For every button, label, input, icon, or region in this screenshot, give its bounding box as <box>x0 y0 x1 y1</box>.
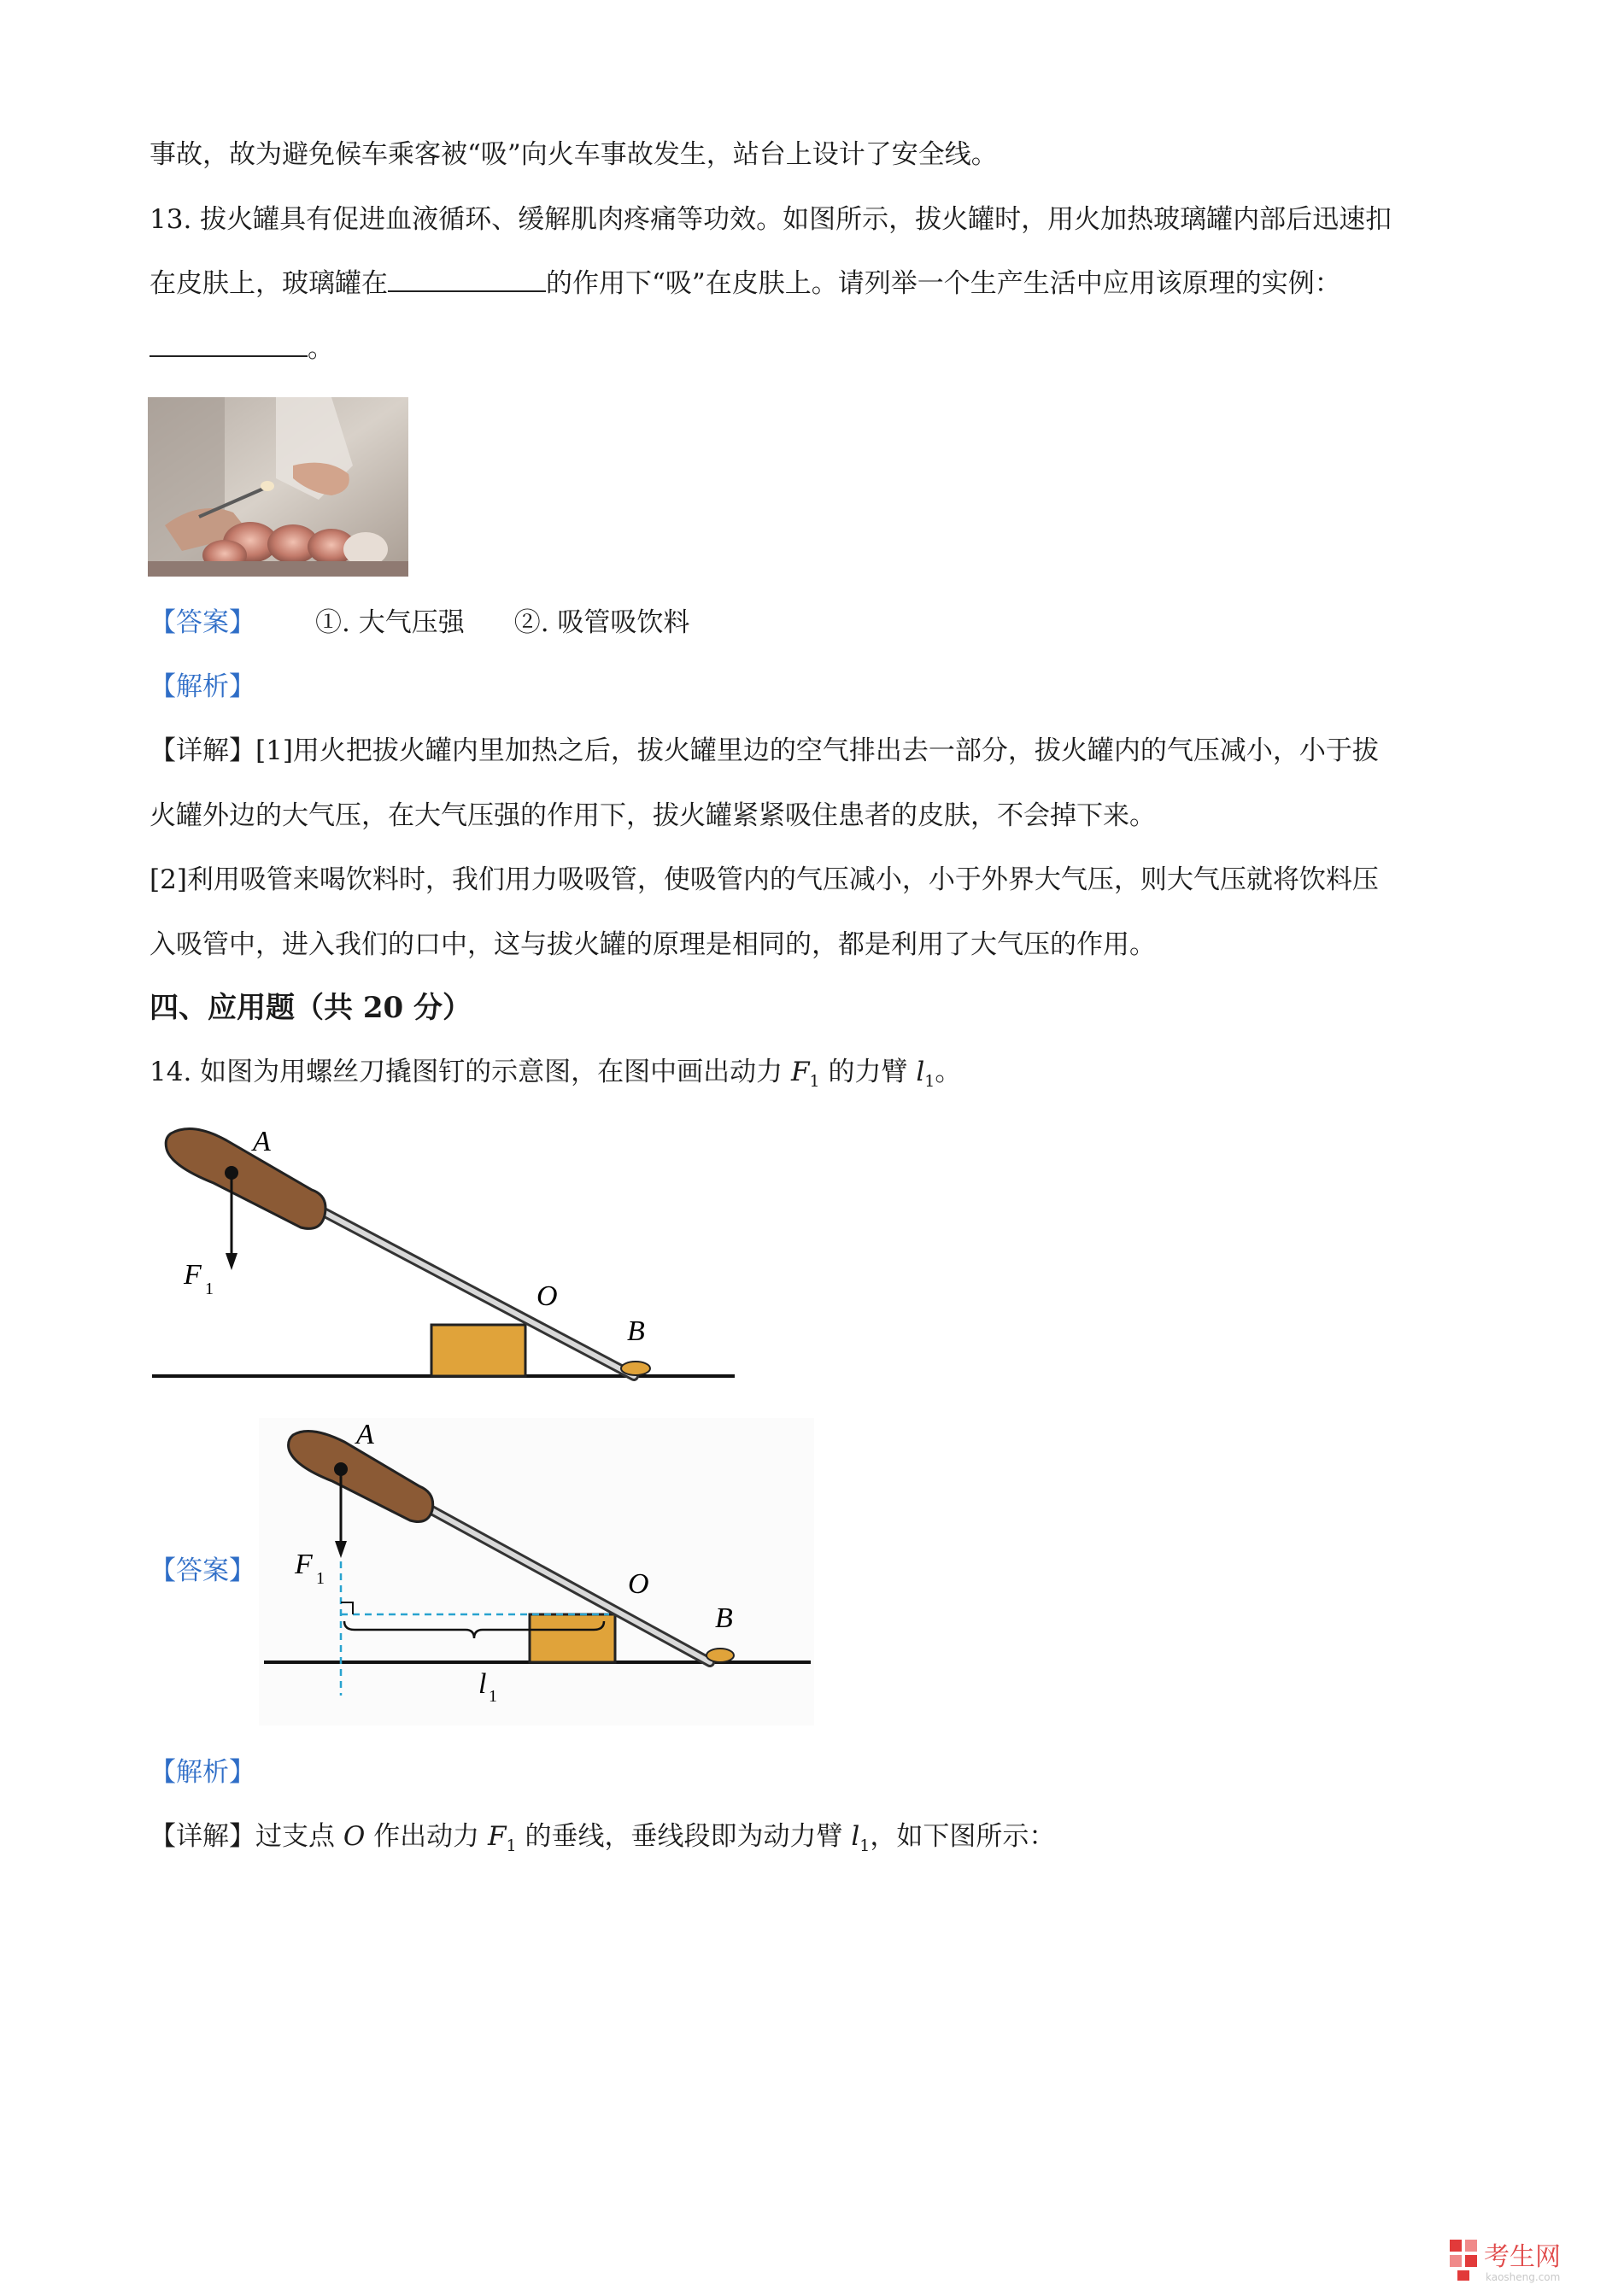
label-l1: l <box>478 1668 487 1700</box>
label-l1-sub: 1 <box>489 1687 497 1706</box>
detail-14-text-1: 过支点 <box>255 1821 343 1852</box>
logo-subtext: kaosheng.com <box>1486 2271 1561 2283</box>
label-F1-sub: 1 <box>205 1280 214 1298</box>
answer-13-item-1: ①. 大气压强 <box>315 607 465 638</box>
analysis-label: 【解析】 <box>150 671 255 702</box>
cupping-photo <box>148 397 408 577</box>
fulcrum-block-2 <box>530 1614 615 1662</box>
fulcrum-block <box>431 1325 525 1376</box>
detail-14-label: 【详解】 <box>150 1821 255 1852</box>
detail-14-text-4: ，如下图所示： <box>870 1821 1056 1852</box>
detail-13-text-1: [1]用火把拔火罐内里加热之后，拔火罐里边的空气排出去一部分，拔火罐内的气压减小，小于拔 <box>255 735 1379 766</box>
q13-text-end: 。 <box>308 333 334 364</box>
q14-text-3: 。 <box>935 1057 962 1087</box>
label-B-2: B <box>715 1602 733 1634</box>
screwdriver-figure-1 <box>145 1115 743 1397</box>
q14-text-2: 的力臂 <box>819 1057 917 1087</box>
q13-blank-1 <box>388 265 546 292</box>
logo-text: 考生网 <box>1484 2242 1561 2272</box>
q14-F: F <box>791 1057 810 1087</box>
site-logo <box>1446 2234 1609 2286</box>
question-13-line-1: 13. 拔火罐具有促进血液循环、缓解肌肉疼痛等功效。如图所示，拔火罐时，用火加热玻璃罐内部后迅速扣 <box>150 204 1392 235</box>
q14-F-sub: 1 <box>809 1072 820 1092</box>
label-A-2: A <box>356 1419 374 1450</box>
answer-label: 【答案】 <box>150 607 255 638</box>
pushpin-2 <box>706 1649 734 1662</box>
detail-14-F: F <box>488 1821 507 1852</box>
analysis-14-label: 【解析】 <box>150 1757 255 1788</box>
answer-13-item-2: ②. 吸管吸饮料 <box>513 607 690 638</box>
screwdriver-figure-2 <box>259 1418 814 1725</box>
q14-l-sub: 1 <box>924 1072 935 1092</box>
detail-label: 【详解】 <box>150 735 255 766</box>
text-line-accident: 事故，故为避免候车乘客被“吸”向火车事故发生，站台上设计了安全线。 <box>150 139 998 170</box>
q13-text-part2: 的作用下“吸”在皮肤上。请列举一个生产生活中应用该原理的实例： <box>546 268 1341 299</box>
q13-blank-2 <box>150 330 308 357</box>
detail-14-text-2: 作出动力 <box>365 1821 488 1852</box>
section-heading: 四、应用题（共 20 分） <box>150 991 472 1025</box>
screwdriver-handle <box>166 1129 325 1229</box>
question-13-line-2 <box>150 265 1496 302</box>
detail-13-line-4: 入吸管中，进入我们的口中，这与拔火罐的原理是相同的，都是利用了大气压的作用。 <box>150 929 1156 960</box>
detail-14-O: O <box>343 1821 366 1852</box>
detail-14-l: l <box>851 1821 860 1852</box>
label-F1-sub-2: 1 <box>316 1569 325 1588</box>
label-F1-2: F <box>295 1549 313 1580</box>
question-13-line-3 <box>150 330 1496 367</box>
detail-14-line <box>150 1818 1496 1865</box>
label-O-2: O <box>628 1568 649 1600</box>
pushpin <box>621 1362 650 1375</box>
label-B: B <box>627 1315 645 1347</box>
q13-text-part1: 在皮肤上，玻璃罐在 <box>150 268 388 299</box>
question-14 <box>150 1053 1496 1100</box>
detail-14-l-sub: 1 <box>859 1836 871 1856</box>
answer-14-label: 【答案】 <box>150 1555 255 1586</box>
label-A: A <box>253 1126 271 1157</box>
label-F1: F <box>184 1259 202 1291</box>
detail-13-line-1 <box>150 732 1496 770</box>
q14-text-1: 14. 如图为用螺丝刀撬图钉的示意图，在图中画出动力 <box>150 1057 792 1087</box>
logo-icon <box>1450 2240 1477 2281</box>
detail-13-line-2: 火罐外边的大气压，在大气压强的作用下，拔火罐紧紧吸住患者的皮肤，不会掉下来。 <box>150 800 1156 831</box>
detail-14-text-3: 的垂线，垂线段即为动力臂 <box>516 1821 852 1852</box>
label-O: O <box>536 1280 558 1312</box>
q14-l: l <box>916 1057 925 1087</box>
answer-13-row <box>150 604 1496 641</box>
detail-14-F-sub: 1 <box>506 1836 517 1856</box>
detail-13-line-3: [2]利用吸管来喝饮料时，我们用力吸吸管，使吸管内的气压减小，小于外界大气压，则大气压就将饮料压 <box>150 864 1379 895</box>
